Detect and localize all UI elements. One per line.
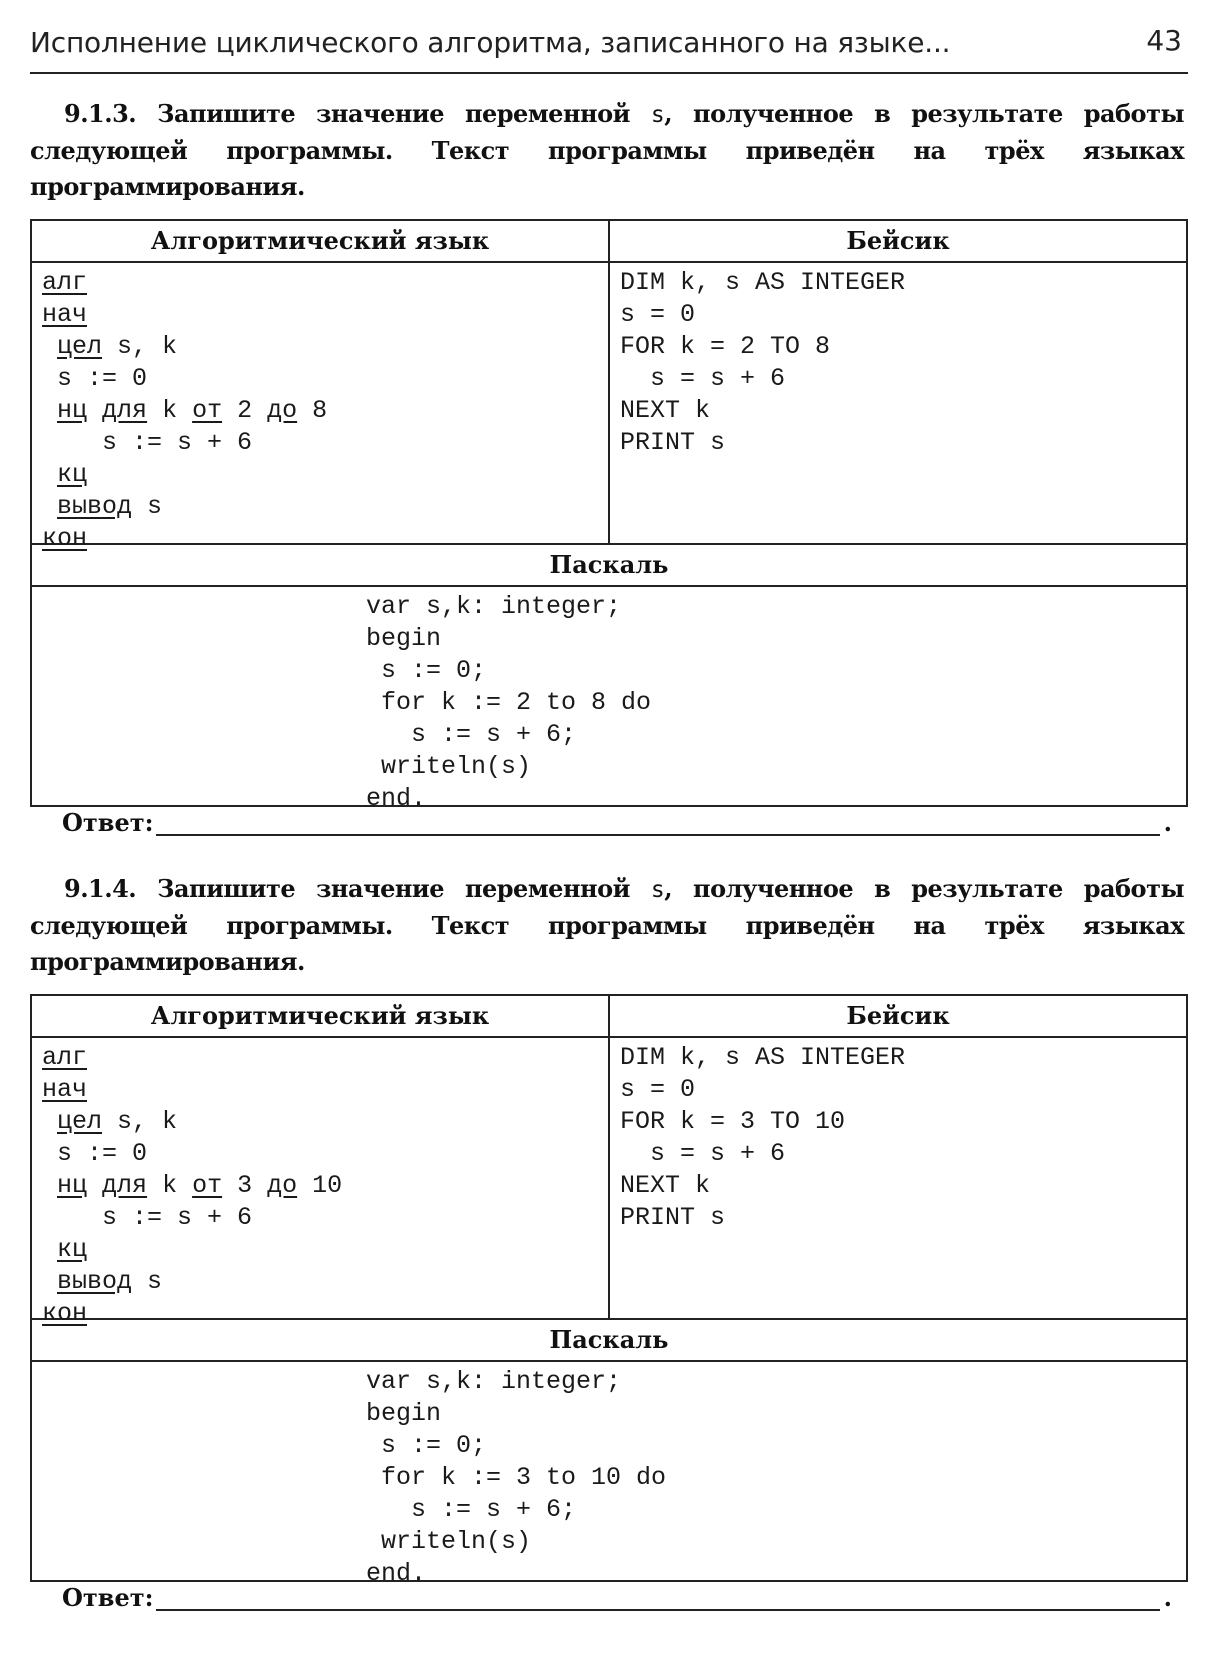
basic-header: Бейсик (610, 221, 1186, 263)
vyvod-keyword: вывод (57, 1267, 133, 1296)
cel-vars: s, k (102, 332, 178, 361)
loop-start: 3 (222, 1171, 268, 1200)
kc-keyword: кц (57, 1235, 88, 1264)
alg-assign: s := 0 (42, 1139, 148, 1168)
basic-code: DIM k, s AS INTEGER s = 0 FOR k = 3 TO 10 s = s + 6 NEXT k PRINT s (620, 1043, 906, 1232)
page-header (30, 22, 1188, 74)
answer-line[interactable] (156, 1609, 1160, 1611)
pascal-code: var s,k: integer; begin s := 0; for k := 3 to 10 do s := s + 6; writeln(s) end. (366, 1367, 667, 1588)
vyvod-arg: s (132, 492, 163, 521)
loop-end: 10 (297, 1171, 343, 1200)
task-number: 9.1.4. (64, 874, 137, 903)
loop-var: k (147, 1171, 193, 1200)
running-title: Исполнение циклического алгоритма, записанного на языке... (30, 26, 951, 59)
task-variable: s (650, 102, 665, 128)
algorithmic-code (32, 263, 608, 553)
task-9-1-3 (30, 96, 1188, 813)
program-table (30, 219, 1188, 813)
kon-keyword: кон (42, 524, 88, 553)
task-statement (30, 96, 1188, 205)
page-number: 43 (1146, 24, 1182, 57)
nach-keyword: нач (42, 300, 88, 329)
cel-vars: s, k (102, 1107, 178, 1136)
alg-keyword: алг (42, 1043, 88, 1072)
do-keyword: до (267, 1171, 298, 1200)
pascal-header: Паскаль (32, 545, 1186, 587)
loop-end: 8 (297, 396, 328, 425)
vyvod-keyword: вывод (57, 492, 133, 521)
loop-start: 2 (222, 396, 268, 425)
answer-field[interactable] (62, 1583, 1182, 1619)
dlya-keyword: для (102, 396, 148, 425)
answer-label: Ответ: (62, 1583, 154, 1612)
task-text-before: Запишите значение переменной (157, 874, 630, 903)
program-table-top-row (32, 996, 1186, 1328)
task-statement (30, 871, 1188, 980)
algorithmic-cell (32, 996, 610, 1328)
answer-label: Ответ: (62, 808, 154, 837)
answer-line[interactable] (156, 834, 1160, 836)
task-number: 9.1.3. (64, 99, 137, 128)
loop-body: s := s + 6 (42, 1203, 253, 1232)
nach-keyword: нач (42, 1075, 88, 1104)
ot-keyword: от (192, 1171, 223, 1200)
program-table (30, 994, 1188, 1588)
basic-cell (610, 996, 1186, 1318)
answer-field[interactable] (62, 808, 1182, 844)
nc-keyword: нц (57, 1171, 88, 1200)
do-keyword: до (267, 396, 298, 425)
task-text-after: , полученное в результате работы следующей программы. Текст программы приведён на трёх языках программирования. (30, 99, 1184, 201)
program-table-top-row (32, 221, 1186, 553)
algorithmic-cell (32, 221, 610, 553)
alg-assign: s := 0 (42, 364, 148, 393)
loop-body: s := s + 6 (42, 428, 253, 457)
answer-period: . (1163, 808, 1172, 837)
dlya-keyword: для (102, 1171, 148, 1200)
vyvod-arg: s (132, 1267, 163, 1296)
basic-header: Бейсик (610, 996, 1186, 1038)
algorithmic-header: Алгоритмический язык (32, 221, 608, 263)
cel-keyword: цел (57, 332, 103, 361)
kon-keyword: кон (42, 1299, 88, 1328)
algorithmic-header: Алгоритмический язык (32, 996, 608, 1038)
task-variable: s (650, 877, 665, 903)
answer-period: . (1163, 1583, 1172, 1612)
pascal-code: var s,k: integer; begin s := 0; for k := 2 to 8 do s := s + 6; writeln(s) end. (366, 592, 652, 813)
task-text-after: , полученное в результате работы следующей программы. Текст программы приведён на трёх языках программирования. (30, 874, 1184, 976)
nc-keyword: нц (57, 396, 88, 425)
algorithmic-code (32, 1038, 608, 1328)
task-text-before: Запишите значение переменной (157, 99, 630, 128)
alg-keyword: алг (42, 268, 88, 297)
loop-var: k (147, 396, 193, 425)
kc-keyword: кц (57, 460, 88, 489)
pascal-header: Паскаль (32, 1320, 1186, 1362)
basic-cell (610, 221, 1186, 543)
task-9-1-4 (30, 871, 1188, 1588)
basic-code: DIM k, s AS INTEGER s = 0 FOR k = 2 TO 8 s = s + 6 NEXT k PRINT s (620, 268, 906, 457)
ot-keyword: от (192, 396, 223, 425)
cel-keyword: цел (57, 1107, 103, 1136)
